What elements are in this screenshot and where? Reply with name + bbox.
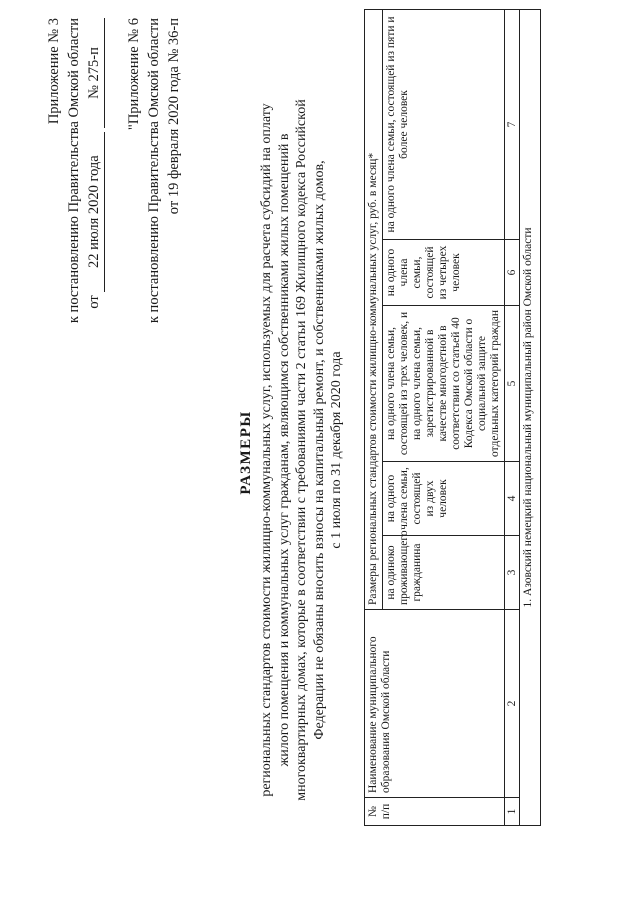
column-number: 1 [505, 798, 520, 826]
standards-table [364, 9, 541, 826]
column-number: 3 [505, 536, 520, 610]
description-line: региональных стандартов стоимости жилищно-коммунальных услуг, используемых для расчета субсидий на оплату [259, 103, 274, 797]
column-number: 7 [505, 9, 520, 239]
subheader-two: на одного члена семьи, состоящей из двух человек [383, 462, 505, 536]
appendix-block [44, 18, 105, 323]
region-row [520, 9, 541, 825]
header-no: № п/п [365, 798, 505, 826]
appendix-number: Приложение № 3 [46, 18, 62, 125]
appendix-resolution: к постановлению Правительства Омской области [66, 18, 82, 324]
column-number: 4 [505, 462, 520, 536]
subheader-three: на одного члена семьи, состоящей из трех человек, и на одного члена семьи, зарегистрированной в качестве многодетной в соответствии со статьей 40 Кодекса Омской области о социальной защите отдельных категорий граждан [383, 306, 505, 462]
appendix-date-line [84, 18, 105, 323]
column-number-row [505, 9, 520, 825]
prev-appendix-number: "Приложение № 6 [126, 18, 142, 131]
header-municipality: Наименование муниципального образования Омской области [365, 610, 505, 798]
date-field: 22 июля 2020 года [84, 132, 105, 292]
description-line: многоквартирных домах, которые в соответствии с требованиями части 2 статьи 169 Жилищного кодекса Российской [294, 99, 309, 801]
prev-appendix-date: от 19 февраля 2020 года № 36-п [166, 18, 182, 215]
from-label: от [86, 295, 102, 309]
description-line: Федерации не обязаны вносить взносы на капитальный ремонт, и собственниками жилых домов, [311, 160, 327, 740]
column-number: 5 [505, 306, 520, 462]
region-name: 1. Азовский немецкий национальный муниципальный район Омской области [520, 9, 541, 825]
header-group: Размеры региональных стандартов стоимости жилищно-коммунальных услуг, руб. в месяц* [365, 9, 383, 609]
column-number: 6 [505, 240, 520, 306]
table-header-row [365, 9, 383, 825]
document-description [258, 45, 346, 855]
document-title: РАЗМЕРЫ [238, 410, 254, 495]
prev-appendix-resolution: к постановлению Правительства Омской области [146, 18, 162, 324]
subheader-single: на одиноко проживающего гражданина [383, 536, 505, 610]
previous-appendix-block [124, 18, 184, 323]
subheader-four: на одного члена семьи, состоящей из четырех человек [383, 240, 505, 306]
number-field: № 275-п [84, 18, 105, 128]
column-number: 2 [505, 610, 520, 798]
subheader-five: на одного члена семьи, состоящей из пяти и более человек [383, 9, 505, 239]
description-line: с 1 июля по 31 декабря 2020 года [329, 351, 344, 549]
description-line: жилого помещения и коммунальных услуг гражданам, являющимся собственниками жилых помещений в [276, 133, 292, 767]
